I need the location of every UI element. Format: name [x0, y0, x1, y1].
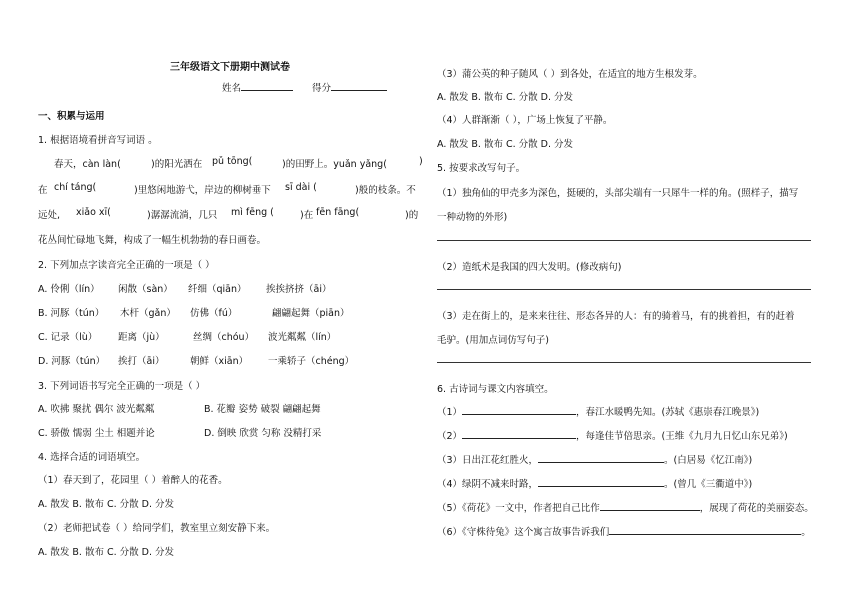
- section-heading: 一、积累与运用: [38, 111, 105, 122]
- q6-row1: [437, 404, 759, 418]
- score-blank: [331, 90, 387, 91]
- q2-a-w2: 闲散（sàn）: [118, 284, 173, 295]
- q2-option-b: [38, 305, 350, 319]
- q1-prompt: 1. 根据语境看拼音写词语 。: [38, 135, 158, 146]
- q1-line3e: )在: [300, 210, 314, 221]
- q1-line3d: mì fēng (: [231, 207, 274, 218]
- q6-row6: [437, 524, 811, 538]
- answer-blank[interactable]: [538, 462, 664, 463]
- q6-row3: [437, 452, 752, 466]
- q2-d-w4: 一乘轿子（chéng）: [268, 356, 355, 367]
- name-field: [222, 80, 293, 94]
- q4-opts2: A. 散发 B. 散布 C. 分散 D. 分发: [38, 547, 175, 558]
- q1-line2d: sī dài (: [285, 182, 317, 193]
- q5-prompt: 5. 按要求改写句子。: [437, 163, 526, 174]
- q2-a-w3: 纤细（qiān）: [188, 284, 247, 295]
- q4-opts4: A. 散发 B. 散布 C. 分散 D. 分发: [437, 139, 574, 150]
- q2-b-w4: 翩翩起舞（piān）: [272, 308, 350, 319]
- answer-blank[interactable]: [538, 486, 664, 487]
- q1-line3f: fēn fāng(: [316, 207, 360, 218]
- q6-row6-label: （6）《守株待兔》这个寓言故事告诉我们: [437, 527, 610, 538]
- q1-line2c: )里悠闲地游弋，岸边的柳树垂下: [134, 185, 271, 196]
- q2-d-w2: 挨打（āi）: [118, 356, 165, 367]
- q6-row2-label: （2）: [437, 431, 463, 442]
- answer-blank[interactable]: [600, 510, 700, 511]
- q6-row1-label: （1）: [437, 407, 463, 418]
- q4-s2: （2）老师把试卷（ ）给同学们，教室里立刻安静下来。: [38, 523, 276, 534]
- score-label: 得分: [312, 83, 332, 94]
- q6-row4: [437, 476, 752, 490]
- q1-line2a: 在: [38, 185, 48, 196]
- name-label: 姓名: [222, 83, 242, 94]
- answer-line[interactable]: [437, 240, 811, 241]
- q2-c-w4: 波光粼粼（lín）: [268, 332, 337, 343]
- q2-option-a: [38, 281, 332, 295]
- name-blank: [241, 90, 293, 91]
- q6-row4-text: 。(曾几《三衢道中》): [664, 479, 753, 490]
- answer-blank[interactable]: [462, 414, 576, 415]
- q2-option-c: [38, 329, 337, 343]
- q1-line1a: 春天，càn làn(: [54, 159, 121, 170]
- q2-c-w2: 距离（jù）: [118, 332, 165, 343]
- q1-line3a: 远处,: [38, 210, 61, 221]
- q3-option-d: D. 倒映 欣赏 匀称 没精打采: [204, 428, 322, 439]
- q2-prompt: 2. 下列加点字读音完全正确的一项是（ ）: [38, 260, 215, 271]
- q2-b-w1: B. 河豚（tún）: [38, 308, 105, 319]
- q2-b-w3: 仿佛（fú）: [190, 308, 238, 319]
- q5-s2: （2）造纸术是我国的四大发明。(修改病句): [437, 262, 622, 273]
- q5-s3a: （3）走在街上的，是来来往往、形态各异的人：有的骑着马，有的挑着担，有的赶着: [437, 311, 795, 322]
- q4-s4: （4）人群渐渐（ ），广场上恢复了平静。: [437, 115, 613, 126]
- q6-row2-text: ，每逢佳节倍思亲。(王维《九月九日忆山东兄弟》): [576, 431, 788, 442]
- q2-d-w1: D. 河豚（tún）: [38, 356, 106, 367]
- q5-s1b: 一种动物的外形): [437, 212, 508, 223]
- q6-row5: [437, 500, 814, 514]
- q1-line2e: )般的枝条。不: [355, 185, 416, 196]
- q1-line3b: xiǎo xī(: [76, 207, 111, 218]
- q6-prompt: 6. 古诗词与课文内容填空。: [437, 384, 554, 395]
- q6-row3-text: 。(白居易《忆江南》): [664, 455, 753, 466]
- page-title: 三年级语文下册期中测试卷: [170, 62, 290, 73]
- q6-row4-label: （4）绿阴不减来时路，: [437, 479, 539, 490]
- q3-option-a: A. 吹拂 聚扰 偶尔 波光粼粼: [38, 404, 155, 415]
- answer-line[interactable]: [437, 362, 811, 363]
- q2-d-w3: 朝鲜（xiān）: [190, 356, 249, 367]
- q4-s1: （1）春天到了，花园里（ ）着醉人的花香。: [38, 475, 228, 486]
- q6-row3-label: （3）日出江花红胜火，: [437, 455, 539, 466]
- q2-a-w1: A. 伶俐（lín）: [38, 284, 100, 295]
- q2-option-d: [38, 353, 355, 367]
- q5-s3b: 毛驴。(用加点词仿写句子): [437, 335, 549, 346]
- q3-option-b: B. 花瓣 姿势 破裂 翩翩起舞: [204, 404, 321, 415]
- q2-c-w1: C. 记录（lù）: [38, 332, 98, 343]
- q6-row5-label: （5）《荷花》一文中，作者把自己比作: [437, 503, 600, 514]
- score-field: [312, 80, 387, 94]
- q4-prompt: 4. 选择合适的词语填空。: [38, 452, 146, 463]
- q1-line1d: )的田野上。yuǎn yǎng(: [282, 159, 387, 170]
- q2-a-w4: 挨挨挤挤（āi）: [266, 284, 332, 295]
- q3-prompt: 3. 下列词语书写完全正确的一项是（ ）: [38, 381, 206, 392]
- q6-row1-text: ，春江水暖鸭先知。(苏轼《惠崇春江晚景》): [576, 407, 760, 418]
- q5-s1a: （1）独角仙的甲壳多为深色，挺硬的，头部尖端有一只犀牛一样的角。(照样子，描写: [437, 188, 799, 199]
- q1-line2b: chí táng(: [54, 182, 97, 193]
- answer-blank[interactable]: [609, 534, 801, 535]
- q6-row5-text: ，展现了荷花的美丽姿态。: [699, 503, 814, 514]
- q4-opts1: A. 散发 B. 散布 C. 分散 D. 分发: [38, 499, 175, 510]
- q1-line1c: pǔ tōng(: [212, 156, 253, 167]
- q2-c-w3: 丝绸（chóu）: [193, 332, 255, 343]
- answer-blank[interactable]: [462, 438, 576, 439]
- q2-b-w2: 木杆（gǎn）: [120, 308, 176, 319]
- q6-row2: [437, 428, 788, 442]
- q4-s3: （3）蒲公英的种子随风（ ）到各处，在适宜的地方生根发芽。: [437, 69, 703, 80]
- q3-option-c: C. 骄傲 懦弱 尘土 相题并论: [38, 428, 155, 439]
- q1-line1b: )的阳光洒在: [151, 159, 203, 170]
- answer-line[interactable]: [437, 289, 811, 290]
- q1-line3g: )的: [405, 210, 419, 221]
- q6-row6-text: 。: [801, 527, 811, 538]
- q1-line4: 花丛间忙碌地飞舞，构成了一幅生机勃勃的春日画卷。: [38, 235, 267, 246]
- q1-line3c: )潺潺流淌，几只: [147, 210, 218, 221]
- q4-opts3: A. 散发 B. 散布 C. 分散 D. 分发: [437, 92, 574, 103]
- q1-line1e: ): [419, 156, 423, 167]
